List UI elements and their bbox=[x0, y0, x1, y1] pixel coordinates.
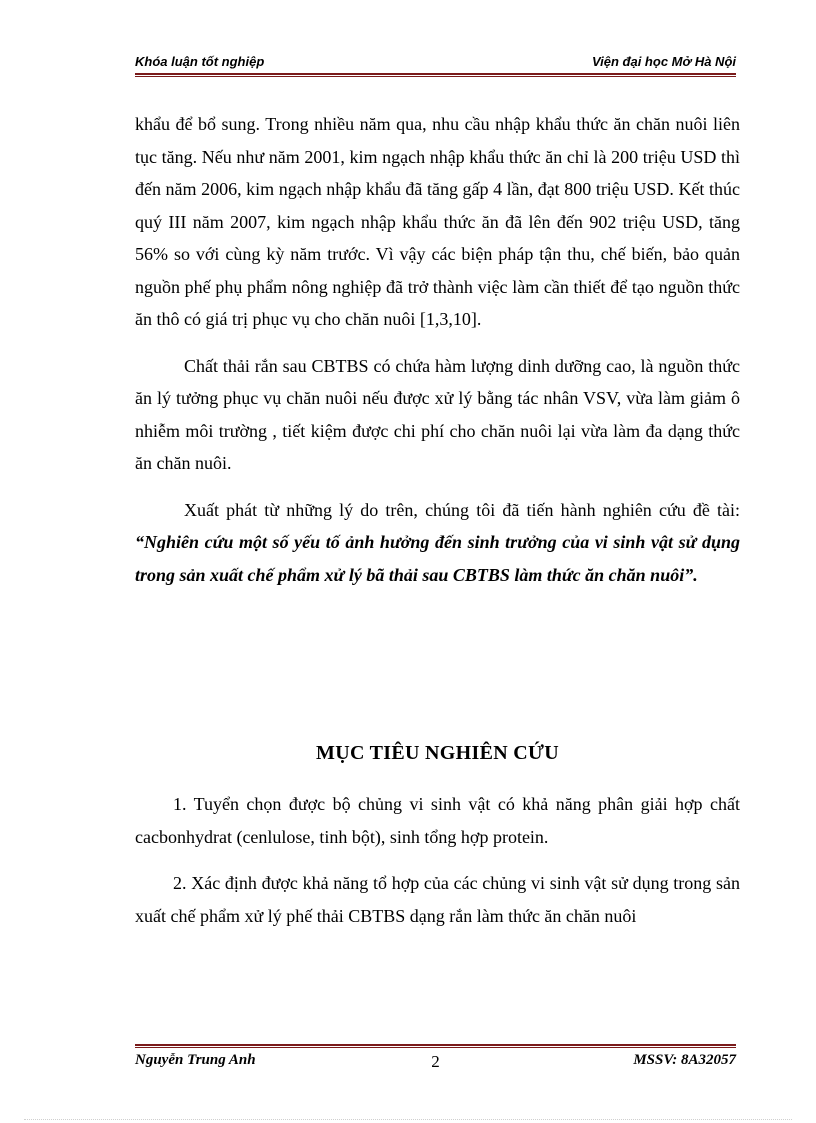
footer-author: Nguyễn Trung Anh bbox=[135, 1052, 256, 1068]
paragraph-import-demand: khẩu để bổ sung. Trong nhiều năm qua, nhu cầu nhập khẩu thức ăn chăn nuôi liên tục tăng. Nếu như năm 2001, kim ngạch nhập khẩu thức ăn chỉ là 200 triệu USD thì đến năm 2006, kim ngạch nhập khẩu đã tăng gấp 4 lần, đạt 800 triệu USD. Kết thúc quý III năm 2007, kim ngạch nhập khẩu thức ăn đã lên đến 902 triệu USD, tăng 56% so với cùng kỳ năm trước. Vì vậy các biện pháp tận thu, chế biến, bảo quản nguồn phế phụ phẩm nông nghiệp đã trở thành việc làm cần thiết để tạo nguồn thức ăn thô có giá trị phục vụ cho chăn nuôi [1,3,10]. bbox=[135, 114, 740, 329]
section-heading: MỤC TIÊU NGHIÊN CỨU bbox=[316, 742, 559, 764]
objective-item: 2. Xác định được khả năng tổ hợp của các chủng vi sinh vật sử dụng trong sản xuất chế phẩm xử lý phế thải CBTBS dạng rắn làm thức ăn chăn nuôi bbox=[135, 873, 740, 926]
page-edge-line bbox=[24, 1119, 792, 1120]
header-divider bbox=[135, 73, 736, 77]
objective-item: 1. Tuyển chọn được bộ chủng vi sinh vật có khả năng phân giải hợp chất cacbonhydrat (cenlulose, tinh bột), sinh tổng hợp protein. bbox=[135, 794, 740, 847]
page-footer bbox=[135, 1052, 736, 1072]
research-topic-intro: Xuất phát từ những lý do trên, chúng tôi đã tiến hành nghiên cứu đề tài: bbox=[184, 499, 740, 520]
paragraph-solid-waste: Chất thải rắn sau CBTBS có chứa hàm lượng dinh dưỡng cao, là nguồn thức ăn lý tưởng phục vụ chăn nuôi nếu được xử lý bằng tác nhân VSV, vừa làm giảm ô nhiễm môi trường , tiết kiệm được chi phí cho chăn nuôi lại vừa làm đa dạng thức ăn chăn nuôi. bbox=[135, 355, 740, 473]
footer-divider bbox=[135, 1044, 736, 1048]
paragraph-research-topic bbox=[135, 494, 740, 592]
footer-student-id: MSSV: 8A32057 bbox=[633, 1052, 736, 1068]
page-number: 2 bbox=[431, 1052, 440, 1071]
objectives-list bbox=[135, 788, 740, 932]
body-text bbox=[135, 108, 740, 591]
page-header bbox=[135, 52, 736, 72]
header-thesis-label: Khóa luận tốt nghiệp bbox=[135, 54, 265, 69]
header-institution: Viện đại học Mở Hà Nội bbox=[591, 54, 736, 69]
research-topic-title: “Nghiên cứu một số yếu tố ảnh hưởng đến sinh trưởng của vi sinh vật sử dụng trong sản xuất chế phẩm xử lý bã thải sau CBTBS làm thức ăn chăn nuôi”. bbox=[135, 532, 740, 585]
